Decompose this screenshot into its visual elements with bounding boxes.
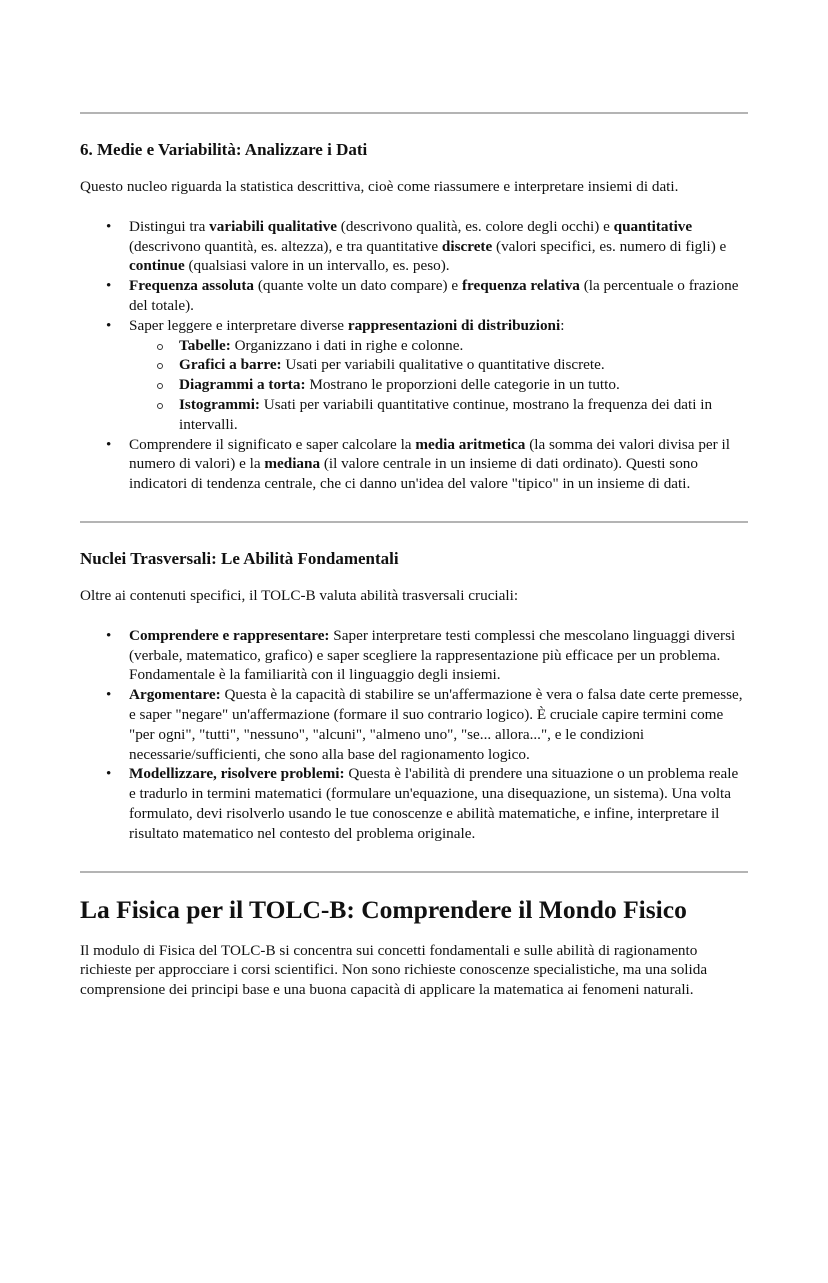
list-item <box>80 316 748 435</box>
sub-list-item <box>80 355 748 375</box>
bold-term: discrete <box>441 237 493 255</box>
text-segment: Comprendere il significato e saper calcolare la <box>129 435 416 453</box>
bold-term: Modellizzare, risolvere problemi: <box>129 765 345 783</box>
trasversali-heading: Nuclei Trasversali: Le Abilità Fondamentali <box>80 548 399 568</box>
text-segment: Saper interpretare testi complessi che mescolano linguaggi diversi (verbale, matematico, grafico) e saper scegliere la rappresentazione più efficace per un problema. Fondamentale è la familiarità con il linguaggio degli insiemi. <box>129 626 736 684</box>
bold-term: Argomentare: <box>129 686 221 704</box>
divider <box>80 112 748 114</box>
text-segment: (descrivono qualità, es. colore degli occhi) e <box>337 217 614 235</box>
sub-list-item <box>80 395 748 435</box>
text-segment: Usati per variabili quantitative continue, mostrano la frequenza dei dati in intervalli. <box>179 395 713 433</box>
text-segment: : <box>560 316 565 334</box>
bold-term: Comprendere e rappresentare: <box>129 626 330 644</box>
text-segment: Distingui tra <box>129 217 210 235</box>
bold-term: media aritmetica <box>415 435 526 453</box>
bold-term: Tabelle: <box>179 336 231 354</box>
text-segment: Questa è l'abilità di prendere una situazione o un problema reale e tradurlo in termini matematici (formulare un'equazione, una disequazione, un sistema). Una volta formulato, devi risolverlo usando le tue conoscenze e abilità matematiche, e infine, interpretare il risultato matematico nel contesto del problema originale. <box>129 765 739 842</box>
sub-list-item <box>80 336 748 356</box>
list-item <box>80 217 748 276</box>
bold-term: frequenza relativa <box>461 277 580 295</box>
list-item <box>80 764 748 843</box>
sub-list <box>129 336 748 435</box>
list-item <box>80 626 748 685</box>
text-segment: Organizzano i dati in righe e colonne. <box>230 336 464 354</box>
bold-term: rappresentazioni di distribuzioni <box>347 316 561 334</box>
list-item <box>80 685 748 764</box>
divider <box>80 871 748 873</box>
bold-term: Grafici a barre: <box>179 356 282 374</box>
sub-list-item <box>80 375 748 395</box>
list-item <box>80 435 748 494</box>
fisica-intro: Il modulo di Fisica del TOLC-B si concentra sui concetti fondamentali e sulle abilità di ragionamento richieste per approcciare i corsi scientifici. Non sono richieste conoscenze specialistiche, ma una solida comprensione dei principi base e una buona capacità di applicare la matematica ai fenomeni naturali. <box>80 941 708 999</box>
text-segment: (valori specifici, es. numero di figli) e <box>492 237 727 255</box>
text-segment: Usati per variabili qualitative o quantitative discrete. <box>281 356 605 374</box>
trasversali-intro: Oltre ai contenuti specifici, il TOLC-B valuta abilità trasversali cruciali: <box>80 586 519 604</box>
text-segment: (qualsiasi valore in un intervallo, es. peso). <box>184 257 450 275</box>
text-segment: Questa è la capacità di stabilire se un'affermazione è vera o falsa date certe premesse, e saper "negare" un'affermazione (formare il suo contrario logico). È cruciale capire termini come "per ogni", "tutti", "nessuno", "alcuni", "almeno uno", "se... allora...", e le condizioni necessarie/sufficienti, che sono alla base del ragionamento logico. <box>129 686 743 763</box>
text-segment: (quante volte un dato compare) e <box>254 277 462 295</box>
bold-term: Istogrammi: <box>179 395 260 413</box>
text-segment: (descrivono quantità, es. altezza), e tra quantitative <box>129 237 442 255</box>
text-segment: (la percentuale o frazione del totale). <box>129 277 739 314</box>
trasversali-list <box>80 626 748 844</box>
text-segment: (il valore centrale in un insieme di dati ordinato). Questi sono indicatori di tendenza centrale, che ci danno un'idea del valore "tipico" in un insieme di dati. <box>129 455 698 493</box>
document-page <box>0 112 828 1000</box>
section-6-list <box>80 217 748 494</box>
section-6-heading: 6. Medie e Variabilità: Analizzare i Dati <box>80 140 368 159</box>
bold-term: continue <box>129 257 185 275</box>
text-segment: Saper leggere e interpretare diverse <box>129 316 348 334</box>
divider <box>80 521 748 523</box>
text-segment: Mostrano le proporzioni delle categorie in un tutto. <box>305 376 620 394</box>
section-6-intro: Questo nucleo riguarda la statistica descrittiva, cioè come riassumere e interpretare insiemi di dati. <box>80 178 679 195</box>
list-item <box>80 276 748 316</box>
text-segment: (la somma dei valori divisa per il numero di valori) e la <box>129 435 730 473</box>
bold-term: mediana <box>264 455 321 473</box>
fisica-heading: La Fisica per il TOLC-B: Comprendere il Mondo Fisico <box>80 894 687 924</box>
bold-term: variabili qualitative <box>209 217 337 235</box>
bold-term: Diagrammi a torta: <box>179 376 306 394</box>
bold-term: quantitative <box>613 217 693 235</box>
bold-term: Frequenza assoluta <box>129 277 255 295</box>
